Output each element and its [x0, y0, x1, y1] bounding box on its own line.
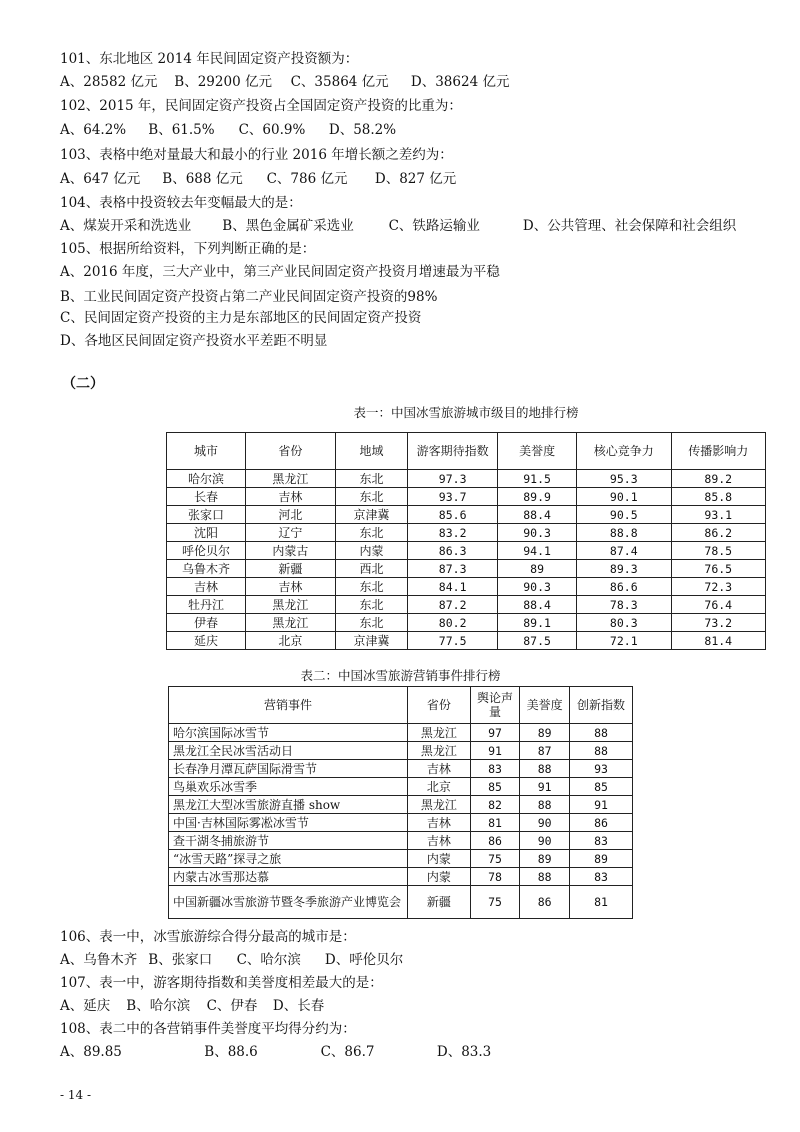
table-cell: 91 [570, 796, 633, 814]
table-cell: 89 [498, 560, 577, 578]
table-cell: 新疆 [407, 886, 470, 919]
table-cell: 90.1 [577, 488, 671, 506]
table-cell: 西北 [335, 560, 407, 578]
table-cell: 吉林 [245, 578, 335, 596]
question-103: 103、表格中绝对量最大和最小的行业 2016 年增长额之差约为： [60, 147, 453, 163]
table-cell: 78 [470, 868, 520, 886]
table-cell: 81.4 [671, 632, 766, 650]
table-cell: 90 [520, 814, 570, 832]
question-104: 104、表格中投资较去年变幅最大的是： [60, 195, 302, 211]
table-row [167, 596, 766, 614]
table-cell: 72.3 [671, 578, 766, 596]
table-cell: 83 [570, 832, 633, 850]
option-b: B、688 亿元 [162, 171, 243, 187]
option-b: B、29200 亿元 [174, 74, 272, 90]
table-cell: 88.4 [498, 596, 577, 614]
option-a: A、煤炭开采和洗选业 [60, 218, 192, 234]
table-cell: 东北 [335, 614, 407, 632]
table-cell: 黑龙江 [245, 470, 335, 488]
options-106 [60, 951, 403, 969]
table-cell: 75 [470, 850, 520, 868]
table-cell: 85 [570, 778, 633, 796]
table-row [167, 560, 766, 578]
header-cell: 传播影响力 [671, 433, 766, 470]
table-cell: 93 [570, 760, 633, 778]
table-cell: 77.5 [408, 632, 498, 650]
table-cell: 中国新疆冰雪旅游节暨冬季旅游产业博览会 [169, 886, 408, 919]
table-cell: 89 [520, 850, 570, 868]
table-cell: 82 [470, 796, 520, 814]
table-cell: 88 [520, 760, 570, 778]
header-cell: 美誉度 [520, 687, 570, 724]
option-c: C、35864 亿元 [290, 74, 389, 90]
header-cell: 城市 [167, 433, 246, 470]
table-cell: 86 [520, 886, 570, 919]
table-cell: 89.2 [671, 470, 766, 488]
table-cell: 新疆 [245, 560, 335, 578]
table-cell: 东北 [335, 578, 407, 596]
table-cell: 中国·吉林国际雾凇冰雪节 [169, 814, 408, 832]
table-cell: 87 [520, 742, 570, 760]
table-row [167, 488, 766, 506]
section-heading: （二） [62, 376, 104, 392]
table-cell: 88 [570, 724, 633, 742]
header-cell: 营销事件 [169, 687, 408, 724]
table-cell: 鸟巢欢乐冰雪季 [169, 778, 408, 796]
table-row [169, 742, 633, 760]
table-cell: 黑龙江 [407, 724, 470, 742]
options-101 [60, 73, 509, 91]
table-cell: 哈尔滨 [167, 470, 246, 488]
table-cell: 78.5 [671, 542, 766, 560]
page-number: - 14 - [60, 1088, 92, 1102]
table-cell: 94.1 [498, 542, 577, 560]
option-d: D、38624 亿元 [410, 74, 510, 90]
table-body [169, 724, 633, 919]
table-cell: 89.3 [577, 560, 671, 578]
question-107: 107、表一中，游客期待指数和美誉度相差最大的是： [60, 975, 383, 991]
table-row [169, 814, 633, 832]
option-c: C、60.9% [238, 122, 306, 138]
header-cell: 地域 [335, 433, 407, 470]
table-cell: 东北 [335, 596, 407, 614]
table-cell: 吉林 [407, 760, 470, 778]
event-ranking-table [168, 686, 633, 919]
table-cell: 延庆 [167, 632, 246, 650]
table-cell: 86 [470, 832, 520, 850]
option-d: D、58.2% [328, 122, 397, 138]
table-cell: 85.8 [671, 488, 766, 506]
table-header-row [169, 687, 633, 724]
table-row [167, 524, 766, 542]
table-row [169, 886, 633, 919]
option-b: B、哈尔滨 [126, 998, 191, 1014]
table-cell: 90 [520, 832, 570, 850]
table-cell: 78.3 [577, 596, 671, 614]
table-cell: 93.7 [408, 488, 498, 506]
table-cell: 京津冀 [335, 506, 407, 524]
city-ranking-table [166, 432, 766, 650]
table-cell: 长春 [167, 488, 246, 506]
header-cell: 舆论声量 [470, 687, 520, 724]
table-cell: 张家口 [167, 506, 246, 524]
option-d: D、各地区民间固定资产投资水平差距不明显 [60, 333, 328, 349]
options-104 [60, 217, 736, 235]
table-cell: 89 [520, 724, 570, 742]
table-cell: 87.3 [408, 560, 498, 578]
table-cell: 89.1 [498, 614, 577, 632]
table-cell: 黑龙江 [407, 742, 470, 760]
table-cell: 黑龙江 [245, 614, 335, 632]
table-cell: 89.9 [498, 488, 577, 506]
table-row [169, 778, 633, 796]
option-b: B、工业民间固定资产投资占第二产业民间固定资产投资的98% [60, 289, 438, 305]
table-cell: 吉林 [245, 488, 335, 506]
table-cell: 80.2 [408, 614, 498, 632]
table-cell: 91 [470, 742, 520, 760]
options-108 [60, 1043, 491, 1061]
header-cell: 省份 [407, 687, 470, 724]
table-row [169, 868, 633, 886]
table-cell: 86.6 [577, 578, 671, 596]
table-cell: 吉林 [407, 814, 470, 832]
table-row [169, 850, 633, 868]
table-cell: 88.8 [577, 524, 671, 542]
table-cell: 黑龙江全民冰雪活动日 [169, 742, 408, 760]
table-cell: 吉林 [167, 578, 246, 596]
table-cell: 83.2 [408, 524, 498, 542]
table-cell: 内蒙古 [245, 542, 335, 560]
option-a: A、乌鲁木齐 [60, 952, 138, 968]
table-cell: 88.4 [498, 506, 577, 524]
table-cell: 黑龙江大型冰雪旅游直播 show [169, 796, 408, 814]
table-cell: 76.4 [671, 596, 766, 614]
table-cell: 76.5 [671, 560, 766, 578]
table-cell: 90.3 [498, 524, 577, 542]
header-cell: 省份 [245, 433, 335, 470]
question-108: 108、表二中的各营销事件美誉度平均得分约为： [60, 1021, 356, 1037]
options-107 [60, 997, 324, 1015]
header-cell: 创新指数 [570, 687, 633, 724]
table-cell: “冰雪天路”探寻之旅 [169, 850, 408, 868]
header-cell: 游客期待指数 [408, 433, 498, 470]
table-cell: 89 [570, 850, 633, 868]
table1-caption: 表一：中国冰雪旅游城市级目的地排行榜 [353, 405, 579, 420]
options-102 [60, 121, 396, 139]
table-cell: 84.1 [408, 578, 498, 596]
table-cell: 75 [470, 886, 520, 919]
table-cell: 83 [570, 868, 633, 886]
table-cell: 沈阳 [167, 524, 246, 542]
table-cell: 87.2 [408, 596, 498, 614]
table-cell: 87.5 [498, 632, 577, 650]
table-cell: 91 [520, 778, 570, 796]
table-cell: 80.3 [577, 614, 671, 632]
table-row [169, 724, 633, 742]
option-a: A、647 亿元 [60, 171, 141, 187]
table-cell: 呼伦贝尔 [167, 542, 246, 560]
table-cell: 97.3 [408, 470, 498, 488]
table-cell: 吉林 [407, 832, 470, 850]
option-d: D、827 亿元 [374, 171, 457, 187]
table-cell: 73.2 [671, 614, 766, 632]
table-cell: 北京 [245, 632, 335, 650]
table-cell: 72.1 [577, 632, 671, 650]
table-cell: 内蒙 [407, 850, 470, 868]
option-c: C、伊春 [206, 998, 258, 1014]
option-c: C、民间固定资产投资的主力是东部地区的民间固定资产投资 [60, 310, 422, 326]
table-row [169, 796, 633, 814]
table-cell: 内蒙 [407, 868, 470, 886]
table-cell: 95.3 [577, 470, 671, 488]
table-cell: 河北 [245, 506, 335, 524]
table-cell: 90.5 [577, 506, 671, 524]
table-row [167, 632, 766, 650]
table-cell: 黑龙江 [407, 796, 470, 814]
table-body [167, 470, 766, 650]
option-c: C、86.7 [320, 1044, 375, 1060]
table-cell: 88 [520, 796, 570, 814]
table-cell: 90.3 [498, 578, 577, 596]
option-a: A、2016 年度，三大产业中，第三产业民间固定资产投资月增速最为平稳 [60, 264, 500, 280]
table-cell: 88 [570, 742, 633, 760]
table-cell: 85 [470, 778, 520, 796]
option-a: A、延庆 [60, 998, 111, 1014]
table-cell: 81 [570, 886, 633, 919]
header-cell: 美誉度 [498, 433, 577, 470]
table2-caption: 表二：中国冰雪旅游营销事件排行榜 [300, 668, 501, 683]
option-a: A、64.2% [60, 122, 127, 138]
table-header-row [167, 433, 766, 470]
table-cell: 86.2 [671, 524, 766, 542]
table-row [167, 542, 766, 560]
table-cell: 86 [570, 814, 633, 832]
option-b: B、61.5% [148, 122, 215, 138]
option-a: A、28582 亿元 [60, 74, 158, 90]
table-cell: 长春净月潭瓦萨国际滑雪节 [169, 760, 408, 778]
table-cell: 93.1 [671, 506, 766, 524]
table-cell: 伊春 [167, 614, 246, 632]
table-cell: 北京 [407, 778, 470, 796]
question-102: 102、2015 年，民间固定资产投资占全国固定资产投资的比重为： [60, 98, 462, 114]
table-cell: 东北 [335, 488, 407, 506]
table-cell: 查干湖冬捕旅游节 [169, 832, 408, 850]
table-cell: 东北 [335, 470, 407, 488]
table-cell: 85.6 [408, 506, 498, 524]
table-cell: 86.3 [408, 542, 498, 560]
table-cell: 乌鲁木齐 [167, 560, 246, 578]
option-d: D、长春 [272, 998, 325, 1014]
table-cell: 88 [520, 868, 570, 886]
question-106: 106、表一中，冰雪旅游综合得分最高的城市是： [60, 929, 356, 945]
table-cell: 内蒙 [335, 542, 407, 560]
option-a: A、89.85 [60, 1044, 122, 1060]
option-d: D、公共管理、社会保障和社会组织 [522, 218, 737, 234]
table-cell: 哈尔滨国际冰雪节 [169, 724, 408, 742]
table-row [169, 760, 633, 778]
option-d: D、83.3 [436, 1044, 492, 1060]
table-cell: 91.5 [498, 470, 577, 488]
table-row [167, 470, 766, 488]
table-cell: 内蒙古冰雪那达慕 [169, 868, 408, 886]
question-105: 105、根据所给资料，下列判断正确的是： [60, 241, 316, 257]
table-cell: 黑龙江 [245, 596, 335, 614]
table-cell: 京津冀 [335, 632, 407, 650]
option-b: B、88.6 [204, 1044, 258, 1060]
table-cell: 97 [470, 724, 520, 742]
option-b: B、张家口 [148, 952, 213, 968]
table-cell: 辽宁 [245, 524, 335, 542]
option-d: D、呼伦贝尔 [324, 952, 404, 968]
option-c: C、786 亿元 [266, 171, 348, 187]
option-b: B、黑色金属矿采选业 [222, 218, 354, 234]
options-103 [60, 170, 456, 188]
table-cell: 83 [470, 760, 520, 778]
table-cell: 87.4 [577, 542, 671, 560]
option-c: C、铁路运输业 [388, 218, 480, 234]
option-c: C、哈尔滨 [236, 952, 301, 968]
table-cell: 东北 [335, 524, 407, 542]
table-cell: 牡丹江 [167, 596, 246, 614]
table-row [167, 578, 766, 596]
table-row [167, 614, 766, 632]
header-cell: 核心竞争力 [577, 433, 671, 470]
table-cell: 81 [470, 814, 520, 832]
question-101: 101、东北地区 2014 年民间固定资产投资额为： [60, 51, 359, 67]
table-row [169, 832, 633, 850]
table-row [167, 506, 766, 524]
